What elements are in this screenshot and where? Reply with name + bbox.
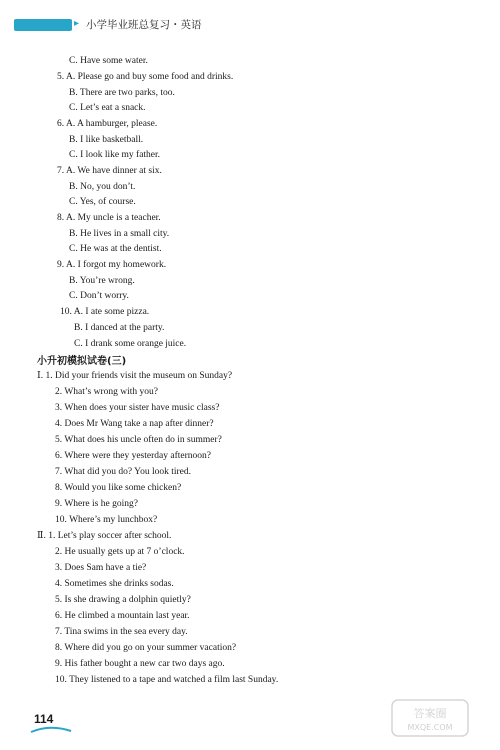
question-line: 4. Does Mr Wang take a nap after dinner? bbox=[55, 419, 214, 429]
answer-line: C. Let’s eat a snack. bbox=[69, 103, 146, 113]
answer-line: B. He lives in a small city. bbox=[69, 229, 170, 239]
page-footer bbox=[30, 704, 470, 736]
answer-line: 7. A. We have dinner at six. bbox=[57, 166, 162, 176]
answer-line: C. Yes, of course. bbox=[69, 197, 136, 207]
header-title: 小学毕业班总复习・英语 bbox=[86, 19, 202, 31]
answer-line: 9. A. I forgot my homework. bbox=[57, 260, 167, 270]
sentence-line: 5. Is she drawing a dolphin quietly? bbox=[55, 595, 191, 605]
answer-line: B. You’re wrong. bbox=[69, 276, 135, 286]
sentence-line: 3. Does Sam have a tie? bbox=[55, 563, 147, 573]
question-line: 5. What does his uncle often do in summer? bbox=[55, 435, 222, 445]
answer-line: B. I danced at the party. bbox=[74, 323, 165, 333]
answer-line: 6. A. A hamburger, please. bbox=[57, 119, 158, 129]
question-line: 6. Where were they yesterday afternoon? bbox=[55, 451, 211, 461]
answer-line: 5. A. Please go and buy some food and drinks. bbox=[57, 72, 234, 82]
watermark-logo bbox=[390, 698, 470, 738]
question-line: 7. What did you do? You look tired. bbox=[55, 467, 191, 477]
question-line: 3. When does your sister have music class? bbox=[55, 403, 220, 413]
sentence-line: 7. Tina swims in the sea every day. bbox=[55, 627, 188, 637]
answer-line: 8. A. My uncle is a teacher. bbox=[57, 213, 161, 223]
sentence-line: 6. He climbed a mountain last year. bbox=[55, 611, 190, 621]
page-number-swoosh-icon bbox=[30, 726, 72, 734]
sentence-line: 4. Sometimes she drinks sodas. bbox=[55, 579, 174, 589]
section-title: 小升初模拟试卷(三) bbox=[37, 356, 127, 367]
answer-line: C. I look like my father. bbox=[69, 150, 161, 160]
question-line: 8. Would you like some chicken? bbox=[55, 483, 182, 493]
answer-line: C. I drank some orange juice. bbox=[74, 339, 187, 349]
question-line: 2. What’s wrong with you? bbox=[55, 387, 158, 397]
answer-line: C. Don’t worry. bbox=[69, 291, 129, 301]
answer-line: C. He was at the dentist. bbox=[69, 244, 162, 254]
sentence-line: 10. They listened to a tape and watched a film last Sunday. bbox=[55, 675, 279, 685]
svg-text:MXQE.COM: MXQE.COM bbox=[407, 723, 453, 732]
header-arrow-icon: ▸ bbox=[74, 18, 80, 29]
question-line: 9. Where is he going? bbox=[55, 499, 138, 509]
question-line: Ⅰ. 1. Did your friends visit the museum on Sunday? bbox=[37, 371, 233, 381]
page-number: 114 bbox=[34, 712, 54, 726]
answer-line: B. I like basketball. bbox=[69, 135, 144, 145]
sentence-line: 9. His father bought a new car two days ago. bbox=[55, 659, 225, 669]
sentence-line: 8. Where did you go on your summer vacation? bbox=[55, 643, 237, 653]
answer-line: B. There are two parks, too. bbox=[69, 88, 175, 98]
answer-line: C. Have some water. bbox=[69, 56, 148, 66]
sentence-line: Ⅱ. 1. Let’s play soccer after school. bbox=[37, 531, 172, 541]
answer-line: B. No, you don’t. bbox=[69, 182, 136, 192]
answer-line: 10. A. I ate some pizza. bbox=[60, 307, 150, 317]
sentence-line: 2. He usually gets up at 7 o’clock. bbox=[55, 547, 185, 557]
svg-text:答案圈: 答案圈 bbox=[413, 707, 447, 720]
question-line: 10. Where’s my lunchbox? bbox=[55, 515, 158, 525]
